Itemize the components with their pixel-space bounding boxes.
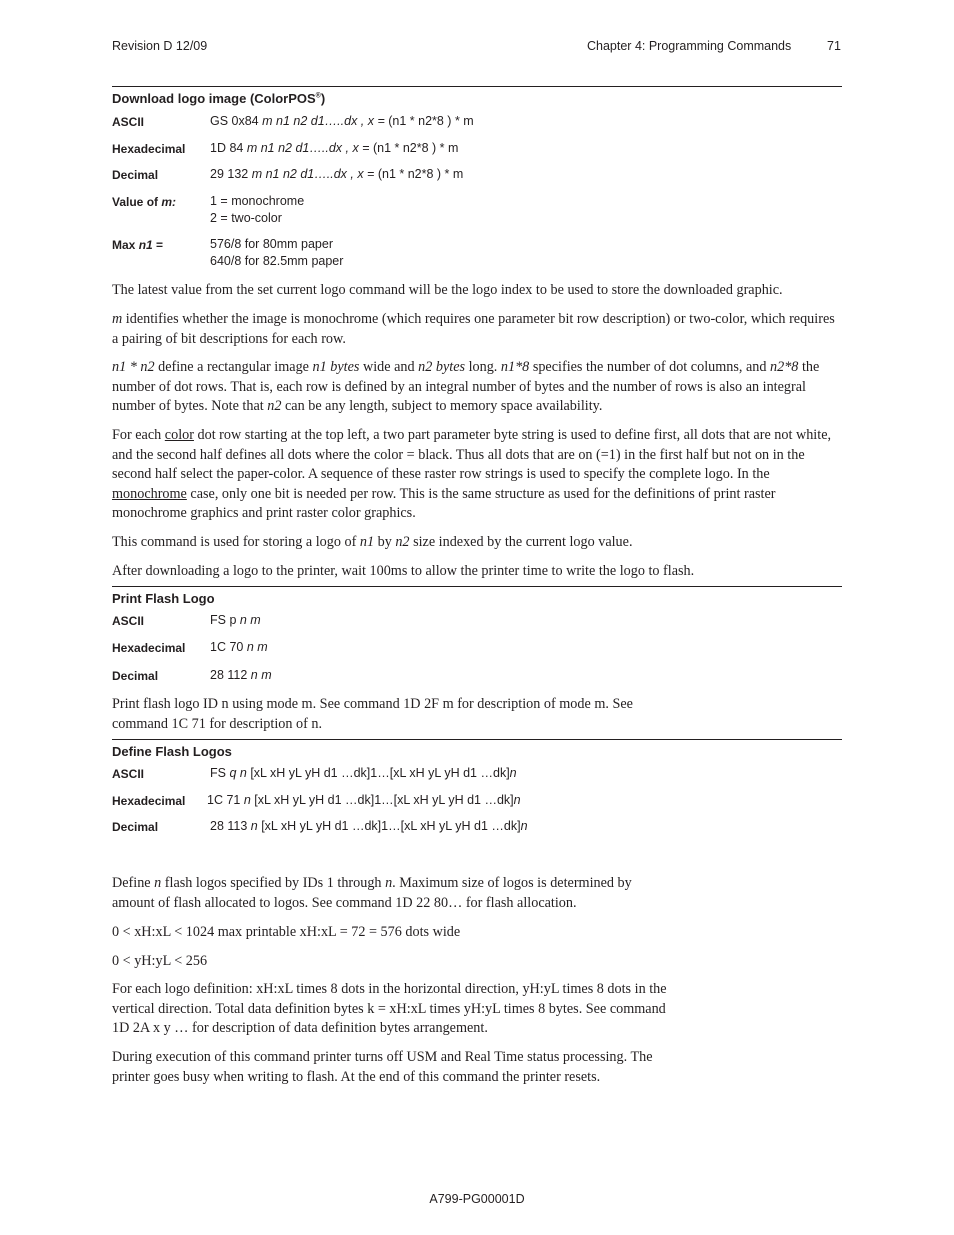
- hex-label: Hexadecimal: [112, 142, 186, 156]
- document-id: A799-PG00001D: [429, 1192, 525, 1206]
- section-divider: [112, 86, 842, 87]
- paragraph-logo-index: The latest value from the set current logo command will be the logo index to be used to store the downloaded graphic.: [112, 282, 783, 298]
- section-title-download-logo: Download logo image (ColorPOS®): [112, 91, 326, 106]
- paragraph-define-n-logos: Define n flash logos specified by IDs 1 through n. Maximum size of logos is determined by amount of flash allocated to logos. See command 1D 22 80… for flash allocation.: [112, 875, 632, 911]
- decimal-value: 29 132 m n1 n2 d1…..dx , x = (n1 * n2*8 ) * m: [210, 167, 464, 181]
- paragraph-logo-definition: For each logo definition: xH:xL times 8 dots in the horizontal direction, yH:yL times 8 dots in the vertical direction. Total data definition bytes k = xH:xL times yH:yL times 8 bytes. See command 1D 2A x y … for description of data definition bytes arrangement.: [112, 981, 667, 1037]
- decimal-label: Decimal: [112, 820, 159, 834]
- paragraph-m-description: m identifies whether the image is monochrome (which requires one parameter bit row description) or two-color, which requires a pairing of bit descriptions for each row.: [112, 311, 835, 347]
- hex-value: 1D 84 m n1 n2 d1…..dx , x = (n1 * n2*8 ) * m: [210, 141, 459, 155]
- paragraph-wait-time: After downloading a logo to the printer, wait 100ms to allow the printer time to write the logo to flash.: [112, 563, 695, 579]
- paragraph-n1-n2-description: n1 * n2 define a rectangular image n1 bytes wide and n2 bytes long. n1*8 specifies the number of dot columns, and n2*8 the number of dot rows. That is, each row is defined by an integral number of bytes and the number of rows is also an integral number of bytes. Note that n2 can be any length, subject to memory space availability.: [112, 359, 820, 415]
- hex-value: 1C 70 n m: [210, 640, 268, 654]
- ascii-label: ASCII: [112, 115, 145, 129]
- page-number: 71: [827, 39, 841, 53]
- section-title-print-flash-logo: Print Flash Logo: [112, 591, 215, 606]
- paragraph-storing-logo: This command is used for storing a logo of n1 by n2 size indexed by the current logo value.: [112, 534, 633, 550]
- paragraph-color-dot-row: For each color dot row starting at the top left, a two part parameter byte string is used to define first, all dots that are not white, and the second half defines all dots where the color = black. Thus all dots that are on (=1) in the first half but not on in the second half select the paper-color. A sequence of these raster row strings is used to specify the complete logo. In the monochrome case, only one bit is needed per row. This is the same structure as used for the definitions of print raster monochrome graphics and print raster color graphics.: [112, 427, 832, 522]
- paragraph-print-flash-logo: Print flash logo ID n using mode m. See command 1D 2F m for description of mode m. See command 1C 71 for description of n.: [112, 696, 633, 732]
- ascii-value: FS q n [xL xH yL yH d1 …dk]1…[xL xH yL yH d1 …dk]n: [210, 766, 517, 780]
- section-divider: [112, 739, 842, 740]
- decimal-label: Decimal: [112, 168, 159, 182]
- decimal-value: 28 112 n m: [210, 668, 272, 682]
- hex-label: Hexadecimal: [112, 794, 186, 808]
- ascii-value: FS p n m: [210, 613, 261, 627]
- ascii-value: GS 0x84 m n1 n2 d1…..dx , x = (n1 * n2*8 ) * m: [210, 114, 474, 128]
- section-divider: [112, 586, 842, 587]
- max-n1-list: 576/8 for 80mm paper 640/8 for 82.5mm paper: [210, 237, 344, 268]
- hex-value: 1C 71 n [xL xH yL yH d1 …dk]1…[xL xH yL yH d1 …dk]n: [207, 793, 521, 807]
- paragraph-execution-note: During execution of this command printer turns off USM and Real Time status processing. The printer goes busy when writing to flash. At the end of this command the printer resets.: [112, 1049, 653, 1085]
- decimal-label: Decimal: [112, 669, 159, 683]
- value-of-m-list: 1 = monochrome 2 = two-color: [210, 194, 305, 225]
- paragraph-xh-xl-range: 0 < xH:xL < 1024 max printable xH:xL = 72 = 576 dots wide: [112, 924, 461, 940]
- paragraph-yh-yl-range: 0 < yH:yL < 256: [112, 953, 208, 969]
- ascii-label: ASCII: [112, 767, 145, 781]
- max-n1-label: Max n1 =: [112, 238, 164, 252]
- chapter-title: Chapter 4: Programming Commands: [587, 39, 792, 53]
- value-of-m-label: Value of m:: [112, 195, 177, 209]
- hex-label: Hexadecimal: [112, 641, 186, 655]
- revision-label: Revision D 12/09: [112, 39, 208, 53]
- section-title-define-flash-logos: Define Flash Logos: [112, 744, 232, 759]
- ascii-label: ASCII: [112, 614, 145, 628]
- decimal-value: 28 113 n [xL xH yL yH d1 …dk]1…[xL xH yL yH d1 …dk]n: [210, 819, 528, 833]
